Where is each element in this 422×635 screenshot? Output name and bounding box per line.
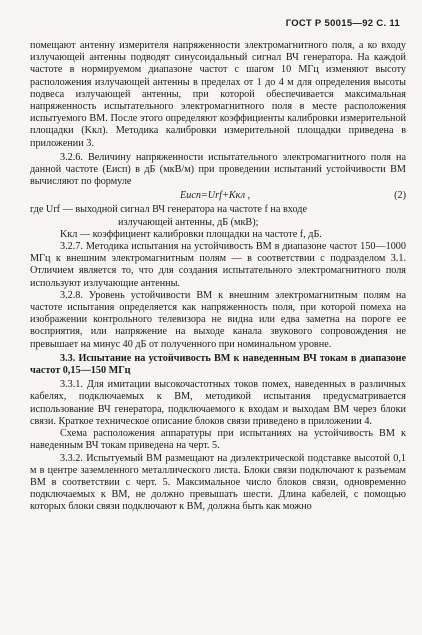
paragraph: 3.2.7. Методика испытания на устойчивость ВМ в диапазоне частот 150—1000 МГц к внешним электромагнитным полям — в соответствии с подразделом 3.1. Отличием является то, что для создания испытательного электромагнитного поля используют излучающие антенны. [30,241,406,289]
definition-line: где Urf — выходной сигнал ВЧ генератора на частоте f на входе [30,204,307,216]
paragraph: 3.3.1. Для имитации высокочастотных токов помех, наведенных в различных кабелях, подключаемых к ВМ, методикой испытания предусматривается использование ВЧ генератора, подключаемого к входам и выходам ВМ через блоки связи. Краткое техническое описание блоков связи приведено в приложении 4. [30,379,406,427]
page-body [30,40,406,514]
paragraph: помещают антенну измерителя напряженности электромагнитного поля, а ко входу излучающей антенны подводят синусоидальный сигнал ВЧ генератора. На каждой частоте в нормируемом диапазоне частот с шагом 10 МГц изменяют высоту расположения излучающей антенны в пределах от 1 до 4 м для определения высоты подвеса излучающей антенны, при которой обеспечивается максимальная напряженность испытательного электромагнитного поля в месте расположения испытуемого ВМ. После этого определяют коэффициенты калибровки измерительной площадки (Kкл). Методика калибровки измерительной площадки приведена в приложении 3. [30,40,406,149]
formula-expression: Eисп=Urf+Kкл , [180,190,251,202]
definition-item [30,204,406,228]
formula [30,189,406,204]
section-heading: 3.3. Испытание на устойчивость ВМ к наведенным ВЧ токам в диапазоне частот 0,15—150 МГц [30,352,406,377]
paragraph: 3.2.8. Уровень устойчивости ВМ к внешним электромагнитным полям на частоте испытания определяется как напряженность поля, при которой помеха на изображении контрольного телевизора не видна или едва заметна на пороге ее восприятия, или напряжение на выходе канала звукового сопровождения не превышает на минус 40 дБ от полученного при номинальном уровне. [30,289,406,350]
page-header: ГОСТ Р 50015—92 С. 11 [285,18,400,29]
definition-line: излучающей антенны, дБ (мкВ); [118,216,259,228]
definition-item: Kкл — коэффициент калибровки площадки на частоте f, дБ. [60,228,322,240]
paragraph: 3.2.6. Величину напряженности испытательного электромагнитного поля на данной частоте (Eисп) в дБ (мкВ/м) при проведении испытаний устойчивости ВМ вычисляют по формуле [30,151,406,188]
formula-number: (2) [394,190,406,202]
paragraph: Схема расположения аппаратуры при испытаниях на устойчивость ВМ к наведенным ВЧ токам приведена на черт. 5. [30,428,406,452]
paragraph: 3.3.2. Испытуемый ВМ размещают на диэлектрической подставке высотой 0,1 м в центре заземленного металлического листа. Блоки связи подключают к разъемам ВМ в соответствии с черт. 5. Максимальное число блоков связи, одновременно подключаемых к ВМ, не должно превышать шести. Длина кабелей, с помощью которых блоки связи подключают к ВМ, должна быть как можно [30,452,406,513]
